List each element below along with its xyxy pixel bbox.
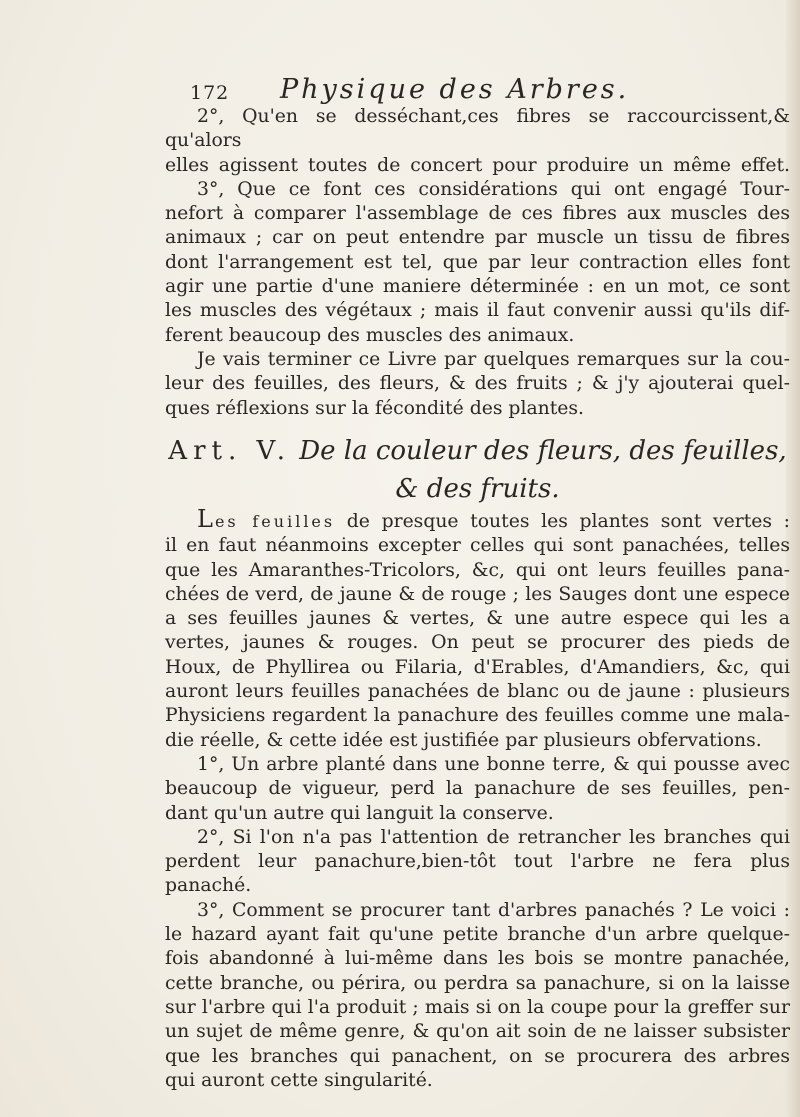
text-line: il en faut néanmoins excepter celles qui sont panachées, telles xyxy=(165,535,790,557)
text-line: ques réflexions sur la fécondité des plantes. xyxy=(165,397,585,419)
lead-small-caps: es feuilles xyxy=(214,512,336,531)
text-line: vertes, jaunes & rouges. On peut se procurer des pieds de xyxy=(165,632,790,654)
text-line: sur l'arbre qui l'a produit ; mais si on la coupe pour la greffer sur xyxy=(165,996,790,1018)
text-line: 2°, Si l'on n'a pas l'attention de retrancher les branches qui xyxy=(197,826,790,848)
text-line: Physiciens regardent la panachure des feuilles comme une mala- xyxy=(165,705,790,727)
text-line: elles agissent toutes de concert pour produire un même effet. xyxy=(165,154,790,176)
text-line: beaucoup de vigueur, perd la panachure de ses feuilles, pen- xyxy=(165,778,790,800)
text-line: chées de verd, de jaune & de rouge ; les Sauges dont une espece xyxy=(165,583,790,605)
text-line: 3°, Comment se procurer tant d'arbres panachés ? Le voici : xyxy=(197,899,790,921)
text-line: 1°, Un arbre planté dans une bonne terre, & qui pousse avec xyxy=(197,753,790,775)
text-line: Je vais terminer ce Livre par quelques remarques sur la cou- xyxy=(197,348,790,370)
text-line: 3°, Que ce font ces considérations qui ont engagé Tour- xyxy=(197,178,790,200)
article-label: Art. V. xyxy=(168,436,291,466)
text-line: fois abandonné à lui-même dans les bois se montre panachée, xyxy=(165,948,790,970)
text-line: les muscles des végétaux ; mais il faut convenir aussi qu'ils dif- xyxy=(165,300,790,322)
text-line: die réelle, & cette idée est justifiée par plusieurs obfervations. xyxy=(165,729,762,751)
text-line: auront leurs feuilles panachées de blanc ou de jaune : plusieurs xyxy=(165,681,790,703)
lead-rest: de presque toutes les plantes sont vertes : xyxy=(335,511,791,532)
text-line: dont l'arrangement est tel, que par leur contraction elles font xyxy=(165,251,790,273)
text-line: dant qu'un autre qui languit la conserve. xyxy=(165,802,554,824)
text-line: Houx, de Phyllirea ou Filaria, d'Erables, d'Amandiers, &c, qui xyxy=(165,656,790,678)
text-line: que les branches qui panachent, on se procurera des arbres xyxy=(165,1045,790,1067)
text-block-1 xyxy=(165,105,790,421)
article-heading-line-1 xyxy=(165,432,790,470)
text-line: le hazard ayant fait qu'une petite branche d'un arbre quelque- xyxy=(165,924,790,946)
text-line: qui auront cette singularité. xyxy=(165,1069,433,1091)
text-line: nefort à comparer l'assemblage de ces fibres aux muscles des xyxy=(165,203,790,225)
article-heading xyxy=(165,432,790,508)
text-line: a ses feuilles jaunes & vertes, & une autre espece qui les a xyxy=(165,608,790,630)
article-title-part-1: De la couleur des fleurs, des feuilles, xyxy=(299,436,787,466)
text-line: perdent leur panachure,bien-tôt tout l'arbre ne fera plus panaché. xyxy=(165,851,790,897)
article-title-part-2: & des fruits. xyxy=(395,474,560,504)
text-block-2 xyxy=(165,507,790,1093)
page-number: 172 xyxy=(190,82,230,104)
running-title: Physique des Arbres. xyxy=(280,74,630,105)
text-line: cette branche, ou périra, ou perdra sa panachure, si on la laisse xyxy=(165,972,790,994)
text-line: leur des feuilles, des fleurs, & des fruits ; & j'y ajouterai quel- xyxy=(165,373,790,395)
text-line: 2°, Qu'en se desséchant,ces fibres se raccourcissent,& qu'alors xyxy=(165,106,790,152)
text-line: agir une partie d'une maniere déterminée : en un mot, ce sont xyxy=(165,276,790,298)
lead-capital: L xyxy=(197,505,215,533)
text-line: animaux ; car on peut entendre par muscle un tissu de fibres xyxy=(165,227,790,249)
text-line: un sujet de même genre, & qu'on ait soin de ne laisser subsister xyxy=(165,1021,790,1043)
text-line: que les Amaranthes-Tricolors, &c, qui ont leurs feuilles pana- xyxy=(165,559,790,581)
text-line-lead xyxy=(165,507,790,534)
text-line: ferent beaucoup des muscles des animaux. xyxy=(165,324,575,346)
